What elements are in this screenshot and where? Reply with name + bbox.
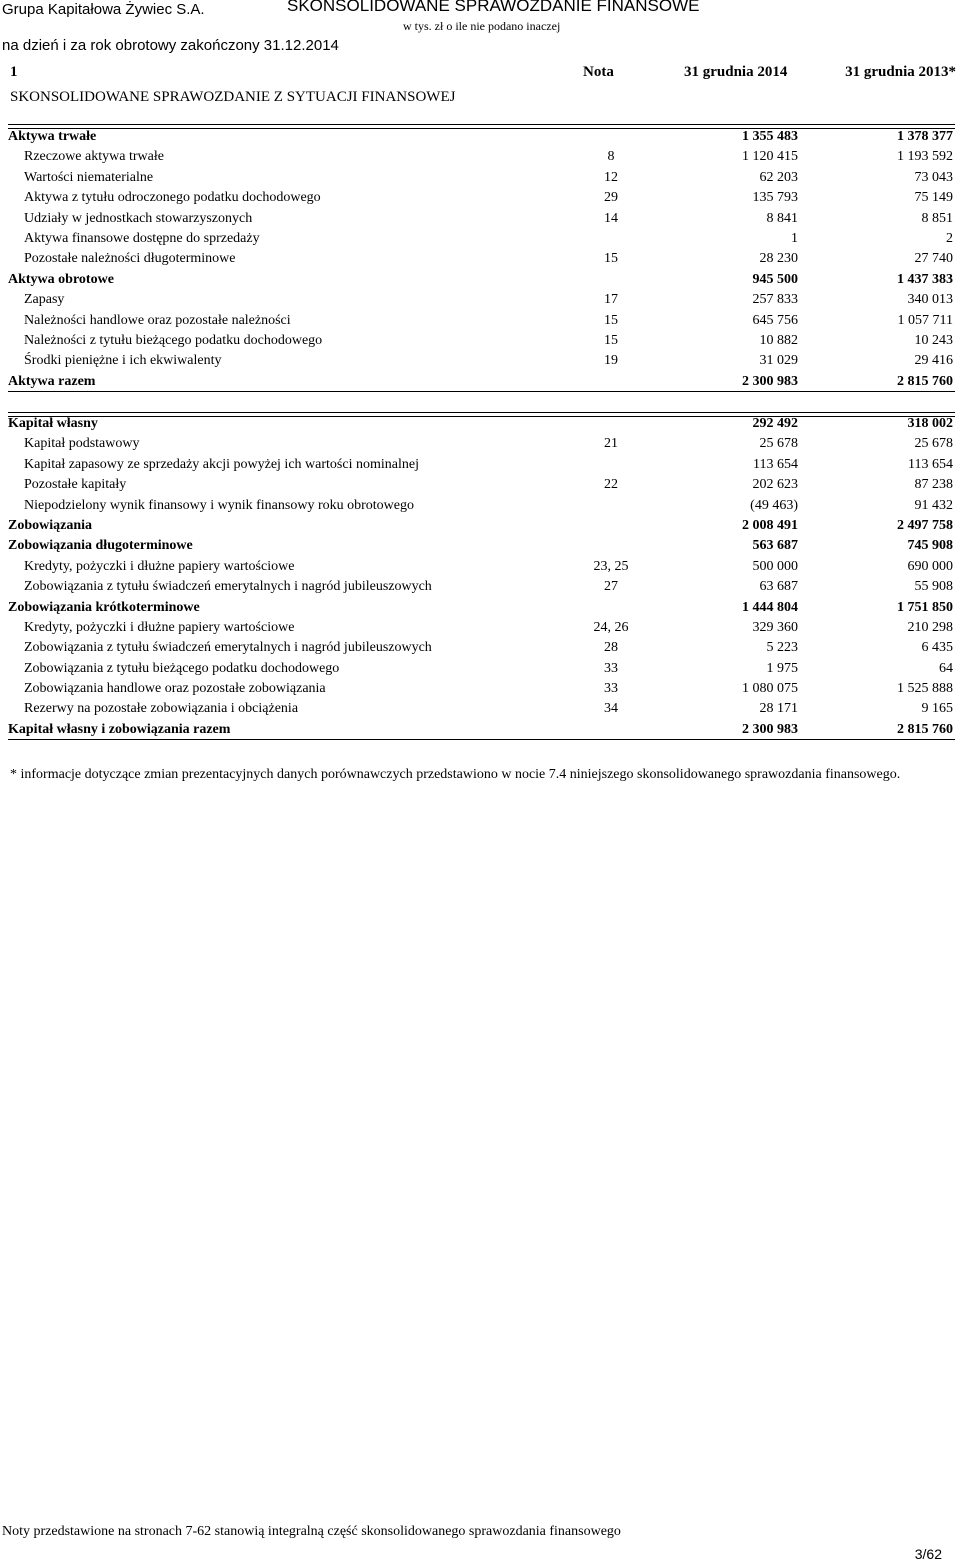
- row-value-2014: 1 080 075: [742, 681, 798, 697]
- table-row: [8, 679, 955, 699]
- row-value-2014: 8 841: [766, 210, 798, 226]
- row-value-2014: 2 008 491: [742, 517, 798, 533]
- row-label: Pozostałe kapitały: [24, 477, 127, 493]
- row-value-2013: 2: [946, 230, 953, 246]
- table-row: [8, 147, 955, 167]
- row-value-2014: 2 300 983: [742, 721, 798, 737]
- row-label: Zobowiązania z tytułu świadczeń emerytalnych i nagród jubileuszowych: [24, 640, 432, 656]
- row-label: Kredyty, pożyczki i dłużne papiery wartościowe: [24, 619, 295, 635]
- row-value-2014: 1 444 804: [742, 599, 798, 615]
- table-subtotal-row: [8, 372, 955, 392]
- row-value-2014: (49 463): [750, 497, 798, 513]
- liabilities-table: [8, 414, 955, 740]
- row-value-2013: 9 165: [921, 701, 953, 717]
- row-value-2013: 690 000: [907, 558, 953, 574]
- row-label: Aktywa trwałe: [8, 129, 97, 144]
- column-2013: 31 grudnia 2013*: [845, 64, 956, 80]
- page-footer: Noty przedstawione na stronach 7-62 stanowią integralną część skonsolidowanego sprawozdania finansowego: [2, 1524, 621, 1539]
- row-value-2013: 1 525 888: [897, 681, 953, 697]
- row-value-2014: 645 756: [752, 312, 798, 328]
- row-nota: 14: [604, 210, 618, 226]
- row-value-2013: 1 437 383: [897, 271, 953, 287]
- column-index: 1: [10, 64, 18, 80]
- row-nota: 22: [604, 477, 618, 493]
- table-subtotal-row: [8, 720, 955, 740]
- row-nota: 19: [604, 353, 618, 369]
- row-nota: 33: [604, 681, 618, 697]
- row-value-2013: 1 378 377: [897, 129, 953, 144]
- row-label: Zapasy: [24, 292, 65, 308]
- column-header-row: [10, 64, 956, 84]
- row-value-2014: 25 678: [759, 436, 798, 452]
- row-value-2013: 75 149: [914, 190, 953, 206]
- footnote: * informacje dotyczące zmian prezentacyjnych danych porównawczych przedstawiono w nocie 7.4 niniejszego skonsolidowanego sprawozdania finansowego.: [10, 767, 901, 782]
- row-label: Udziały w jednostkach stowarzyszonych: [24, 210, 253, 226]
- row-value-2014: 28 171: [759, 701, 798, 717]
- row-value-2013: 8 851: [921, 210, 953, 226]
- reporting-date: na dzień i za rok obrotowy zakończony 31.12.2014: [2, 37, 339, 54]
- row-nota: 28: [604, 640, 618, 656]
- row-value-2014: 62 203: [759, 169, 798, 185]
- row-label: Wartości niematerialne: [24, 169, 154, 185]
- row-value-2013: 745 908: [907, 538, 953, 554]
- row-nota: 8: [607, 149, 615, 165]
- table-row: [8, 699, 955, 719]
- row-value-2013: 10 243: [914, 332, 953, 348]
- row-label: Zobowiązania z tytułu świadczeń emerytalnych i nagród jubileuszowych: [24, 579, 432, 595]
- row-nota: 29: [604, 190, 618, 206]
- row-value-2014: 1 120 415: [742, 149, 798, 165]
- row-label: Należności z tytułu bieżącego podatku dochodowego: [24, 332, 323, 348]
- table-row: [8, 311, 955, 331]
- row-label: Aktywa razem: [8, 373, 96, 389]
- row-label: Aktywa z tytułu odroczonego podatku dochodowego: [24, 190, 321, 206]
- row-nota: 33: [604, 660, 618, 676]
- table-row: [8, 496, 955, 516]
- table-row: [8, 168, 955, 188]
- table-row: [8, 229, 955, 249]
- units-note: w tys. zł o ile nie podano inaczej: [403, 19, 561, 33]
- row-nota: 24, 26: [593, 619, 629, 635]
- table-subtotal-row: [8, 127, 955, 147]
- company-name: Grupa Kapitałowa Żywiec S.A.: [2, 1, 205, 18]
- table-subtotal-row: [8, 270, 955, 290]
- table-row: [8, 638, 955, 658]
- row-nota: 21: [604, 436, 618, 452]
- row-value-2014: 10 882: [759, 332, 798, 348]
- page-number: 3/62: [914, 1546, 942, 1562]
- row-nota: 15: [604, 312, 618, 328]
- table-row: [8, 434, 955, 454]
- table-row: [8, 331, 955, 351]
- row-value-2013: 87 238: [914, 477, 953, 493]
- row-label: Zobowiązania krótkoterminowe: [8, 599, 200, 615]
- assets-table: [8, 127, 955, 392]
- table-row: [8, 557, 955, 577]
- row-nota: 15: [604, 251, 618, 267]
- document-title: SKONSOLIDOWANE SPRAWOZDANIE FINANSOWE: [287, 0, 700, 15]
- table-row: [8, 351, 955, 371]
- row-value-2014: 500 000: [752, 558, 798, 574]
- row-value-2014: 135 793: [752, 190, 798, 206]
- table-subtotal-row: [8, 598, 955, 618]
- row-nota: 17: [604, 292, 618, 308]
- row-value-2013: 318 002: [907, 416, 953, 431]
- row-value-2013: 2 497 758: [897, 517, 953, 533]
- table-row: [8, 475, 955, 495]
- row-label: Rezerwy na pozostałe zobowiązania i obciążenia: [24, 701, 299, 717]
- row-label: Niepodzielony wynik finansowy i wynik finansowy roku obrotowego: [24, 497, 414, 513]
- row-value-2013: 210 298: [907, 619, 953, 635]
- row-value-2014: 329 360: [752, 619, 798, 635]
- row-label: Pozostałe należności długoterminowe: [24, 251, 236, 267]
- section-title: SKONSOLIDOWANE SPRAWOZDANIE Z SYTUACJI FINANSOWEJ: [10, 89, 456, 105]
- row-value-2013: 91 432: [914, 497, 953, 513]
- row-value-2014: 202 623: [752, 477, 798, 493]
- row-value-2013: 73 043: [914, 169, 953, 185]
- row-value-2013: 29 416: [914, 353, 953, 369]
- row-label: Zobowiązania długoterminowe: [8, 538, 193, 554]
- table-row: [8, 659, 955, 679]
- row-label: Zobowiązania: [8, 517, 93, 533]
- row-value-2013: 6 435: [921, 640, 953, 656]
- table-row: [8, 618, 955, 638]
- row-value-2014: 1 975: [766, 660, 798, 676]
- table-row: [8, 209, 955, 229]
- row-value-2014: 1 355 483: [742, 129, 798, 144]
- row-value-2013: 2 815 760: [897, 373, 953, 389]
- row-value-2013: 1 057 711: [897, 312, 953, 328]
- table-row: [8, 249, 955, 269]
- row-value-2014: 2 300 983: [742, 373, 798, 389]
- row-value-2014: 945 500: [752, 271, 798, 287]
- row-value-2013: 64: [939, 660, 953, 676]
- row-nota: 27: [604, 579, 618, 595]
- row-value-2013: 113 654: [908, 456, 953, 472]
- table-subtotal-row: [8, 414, 955, 434]
- row-label: Kapitał podstawowy: [24, 436, 140, 452]
- row-label: Rzeczowe aktywa trwałe: [24, 149, 164, 165]
- row-nota: 23, 25: [593, 558, 629, 574]
- table-row: [8, 577, 955, 597]
- row-label: Aktywa obrotowe: [8, 271, 114, 287]
- table-subtotal-row: [8, 516, 955, 536]
- row-value-2013: 1 751 850: [897, 599, 953, 615]
- row-value-2013: 55 908: [914, 579, 953, 595]
- table-row: [8, 188, 955, 208]
- row-label: Zobowiązania z tytułu bieżącego podatku dochodowego: [24, 660, 340, 676]
- row-value-2014: 63 687: [759, 579, 798, 595]
- row-label: Kapitał własny i zobowiązania razem: [8, 721, 231, 737]
- row-value-2014: 113 654: [753, 456, 798, 472]
- table-row: [8, 290, 955, 310]
- row-label: Kapitał zapasowy ze sprzedaży akcji powyżej ich wartości nominalnej: [24, 456, 419, 472]
- column-2014: 31 grudnia 2014: [684, 64, 788, 80]
- row-value-2014: 563 687: [752, 538, 798, 554]
- column-nota: Nota: [583, 64, 614, 80]
- row-value-2013: 1 193 592: [897, 149, 953, 165]
- row-value-2014: 292 492: [752, 416, 798, 431]
- row-value-2013: 2 815 760: [897, 721, 953, 737]
- row-label: Środki pieniężne i ich ekwiwalenty: [24, 353, 222, 369]
- row-label: Należności handlowe oraz pozostałe należności: [24, 312, 291, 328]
- row-nota: 12: [604, 169, 618, 185]
- row-value-2013: 25 678: [914, 436, 953, 452]
- row-value-2014: 1: [791, 230, 798, 246]
- row-value-2014: 31 029: [759, 353, 798, 369]
- row-label: Zobowiązania handlowe oraz pozostałe zobowiązania: [24, 681, 326, 697]
- row-value-2013: 27 740: [914, 251, 953, 267]
- row-label: Kapitał własny: [8, 416, 98, 431]
- row-nota: 15: [604, 332, 618, 348]
- row-value-2014: 257 833: [752, 292, 798, 308]
- row-value-2014: 28 230: [759, 251, 798, 267]
- row-value-2014: 5 223: [766, 640, 798, 656]
- row-label: Kredyty, pożyczki i dłużne papiery wartościowe: [24, 558, 295, 574]
- row-value-2013: 340 013: [907, 292, 953, 308]
- row-nota: 34: [604, 701, 618, 717]
- row-label: Aktywa finansowe dostępne do sprzedaży: [24, 230, 260, 246]
- table-subtotal-row: [8, 536, 955, 556]
- table-row: [8, 455, 955, 475]
